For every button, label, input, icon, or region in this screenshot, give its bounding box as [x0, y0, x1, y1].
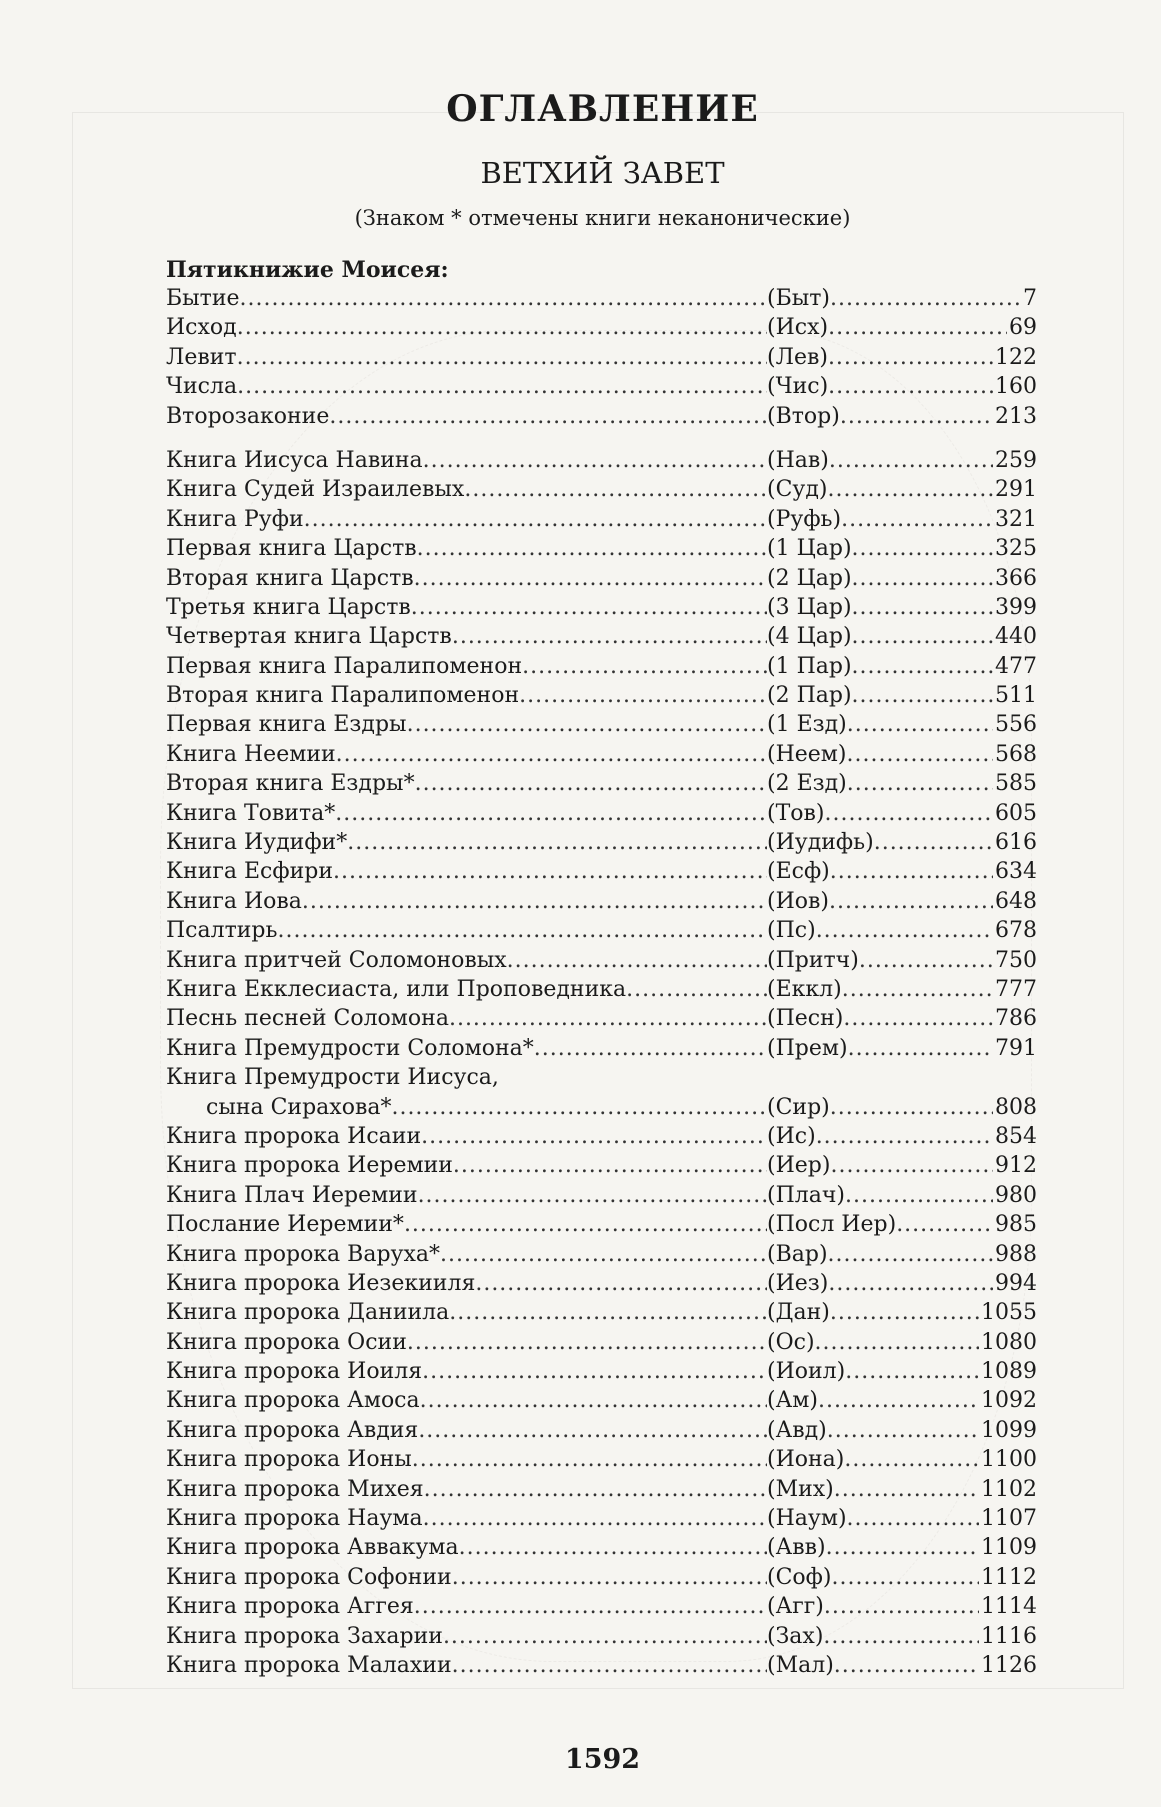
toc-entry-title: Левит: [166, 344, 237, 370]
toc-entry-title: Вторая книга Паралипоменон: [166, 683, 520, 709]
leader-dots: [417, 534, 767, 563]
toc-entry-title: Книга Иисуса Навина: [166, 447, 423, 473]
leader-dots: [335, 799, 767, 828]
toc-entry[interactable]: [166, 1181, 1037, 1210]
leader-dots: [626, 975, 767, 1004]
toc-entry-abbreviation: (Авв): [767, 1535, 826, 1561]
leader-dots: [240, 284, 767, 313]
toc-entry-page: 1099: [981, 1417, 1037, 1443]
toc-entry[interactable]: [166, 828, 1037, 857]
leader-dots: [828, 475, 994, 504]
leader-dots: [475, 1269, 767, 1298]
leader-dots: [302, 887, 767, 916]
leader-dots: [828, 1269, 993, 1298]
leader-dots: [452, 1651, 767, 1680]
toc-entry-title: Книга пророка Ионы: [166, 1447, 412, 1473]
toc-entry-page: 321: [995, 506, 1037, 532]
toc-entry-abbreviation: (Наум): [767, 1506, 847, 1532]
toc-entry-abbreviation: (Песн): [767, 1006, 844, 1032]
leader-dots: [507, 946, 767, 975]
toc-entry-page: 511: [995, 683, 1037, 709]
leader-dots: [452, 622, 767, 651]
leader-dots: [847, 769, 993, 798]
toc-entry[interactable]: [166, 593, 1037, 622]
toc-entry-abbreviation: (Ос): [767, 1329, 815, 1355]
leader-dots: [852, 622, 993, 651]
toc-entry-abbreviation: (Тов): [767, 800, 825, 826]
toc-entry-title: Бытие: [166, 286, 240, 311]
toc-entry-page: 1080: [981, 1329, 1037, 1355]
toc-entry-page: 616: [995, 830, 1037, 856]
toc-entry-title: Исход: [166, 315, 237, 341]
leader-dots: [852, 681, 993, 710]
toc-entry-title: Книга Екклесиаста, или Проповедника: [166, 976, 627, 1002]
leader-dots: [830, 1151, 993, 1180]
leader-dots: [828, 343, 993, 372]
toc-entry-page: 994: [995, 1270, 1037, 1296]
leader-dots: [823, 1622, 979, 1651]
toc-entry[interactable]: [166, 1328, 1037, 1357]
toc-entry[interactable]: [166, 1093, 1037, 1122]
toc-entry-abbreviation: (2 Пар): [767, 683, 852, 709]
toc-entry-page: 7: [1023, 286, 1037, 311]
toc-entry[interactable]: [166, 446, 1037, 475]
toc-entry-abbreviation: (Есф): [767, 859, 830, 885]
toc-entry[interactable]: [166, 534, 1037, 563]
toc-entry-abbreviation: (Прем): [767, 1035, 848, 1061]
toc-entry-abbreviation: (Плач): [767, 1182, 845, 1208]
toc-entry-title: Третья книга Царств: [166, 594, 411, 620]
toc-entry[interactable]: [166, 1151, 1037, 1180]
toc-entry[interactable]: [166, 916, 1037, 945]
leader-dots: [848, 1034, 993, 1063]
toc-entry-page: 605: [995, 800, 1037, 826]
toc-entry[interactable]: [166, 1592, 1037, 1621]
leader-dots: [237, 343, 767, 372]
leader-dots: [826, 1533, 979, 1562]
toc-entry-abbreviation: (Авд): [767, 1417, 827, 1443]
toc-entry-page: 854: [995, 1123, 1037, 1149]
toc-entry-abbreviation: (3 Цар): [767, 594, 852, 620]
leader-dots: [847, 710, 993, 739]
leader-dots: [443, 1622, 767, 1651]
toc-entry-abbreviation: (Сир): [767, 1094, 830, 1120]
toc-entry-title: Книга Неемии: [166, 741, 336, 767]
toc-entry-abbreviation: (Соф): [767, 1564, 832, 1590]
leader-dots: [424, 1475, 767, 1504]
toc-entry-title: Книга Плач Иеремии: [166, 1182, 418, 1208]
leader-dots: [828, 372, 993, 401]
toc-entry[interactable]: [166, 1240, 1037, 1269]
toc-entry-abbreviation: (Иер): [767, 1153, 831, 1179]
toc-entry-title: Книга пророка Осии: [166, 1329, 407, 1355]
toc-entry-abbreviation: (Ис): [767, 1123, 816, 1149]
toc-entry[interactable]: [166, 372, 1037, 401]
toc-entry-page: 160: [995, 374, 1037, 400]
toc-entry-page: 1100: [981, 1447, 1037, 1473]
toc-entry-abbreviation: (4 Цар): [767, 624, 852, 650]
leader-dots: [834, 1651, 979, 1680]
toc-entry-title: Книга Премудрости Соломона*: [166, 1035, 534, 1061]
leader-dots: [415, 769, 767, 798]
toc-entry-title: Книга Товита*: [166, 800, 336, 826]
toc-entry-page: 985: [995, 1212, 1037, 1238]
leader-dots: [843, 1004, 993, 1033]
toc-entry-abbreviation: (Иудифь): [767, 830, 874, 856]
toc-entry[interactable]: [166, 1122, 1037, 1151]
toc-entry-page: 366: [995, 565, 1037, 591]
toc-entry-title: Числа: [166, 374, 238, 400]
leader-dots: [827, 1416, 979, 1445]
page-title: ОГЛАВЛЕНИЕ: [446, 88, 759, 130]
toc-entry-page: 988: [995, 1241, 1037, 1267]
toc-entry[interactable]: [166, 740, 1037, 769]
leader-dots: [829, 446, 993, 475]
toc-entry[interactable]: [166, 1504, 1037, 1533]
toc-entry-abbreviation: (Мал): [767, 1652, 834, 1678]
toc-entry-abbreviation: (Суд): [767, 477, 828, 503]
toc-entry-title: Книга пророка Михея: [166, 1476, 424, 1502]
leader-dots: [834, 1475, 979, 1504]
leader-dots: [404, 1210, 767, 1239]
leader-dots: [347, 828, 767, 857]
toc-entry-abbreviation: (Дан): [767, 1300, 830, 1326]
toc-entry-page: 1055: [981, 1300, 1037, 1326]
leader-dots: [411, 593, 767, 622]
toc-entry-page: 648: [995, 888, 1037, 914]
toc-entry-abbreviation: (Еккл): [767, 976, 842, 1002]
toc-entry-title: Книга пророка Авдия: [166, 1417, 419, 1443]
toc-entry-page: 1114: [981, 1594, 1037, 1620]
leader-dots: [859, 946, 993, 975]
leader-dots: [237, 313, 767, 342]
toc-entry-abbreviation: (Агг): [767, 1594, 824, 1620]
toc-entry-abbreviation: (Нав): [767, 447, 829, 473]
toc-entry-title: Второзаконие: [166, 403, 330, 429]
toc-entry[interactable]: [166, 402, 1037, 431]
leader-dots: [829, 887, 993, 916]
toc-entry-abbreviation: (Неем): [767, 741, 847, 767]
leader-dots: [423, 446, 767, 475]
toc-entry-page: 1089: [981, 1359, 1037, 1385]
toc-entry[interactable]: [166, 564, 1037, 593]
toc-entry[interactable]: [166, 946, 1037, 975]
toc-entry-page: 1092: [981, 1388, 1037, 1414]
toc-entry[interactable]: [166, 975, 1037, 1004]
toc-entry-page: 1116: [981, 1623, 1037, 1649]
leader-dots: [828, 313, 1007, 342]
leader-dots: [329, 402, 767, 431]
toc-entry[interactable]: [166, 1034, 1037, 1063]
toc-entry-abbreviation: (Чис): [767, 374, 829, 400]
toc-entry-title: Книга пророка Амоса: [166, 1388, 420, 1414]
leader-dots: [519, 681, 767, 710]
toc-entry-title: Книга притчей Соломоновых: [166, 947, 507, 973]
toc-entry-title: Первая книга Ездры: [166, 712, 407, 738]
toc-entry-title: Книга пророка Исаии: [166, 1123, 422, 1149]
leader-dots: [824, 1592, 979, 1621]
leader-dots: [449, 1004, 767, 1033]
toc-entry[interactable]: [166, 710, 1037, 739]
toc-entry-abbreviation: (Иоил): [767, 1359, 846, 1385]
toc-entry-page: 291: [995, 477, 1037, 503]
leader-dots: [830, 1093, 993, 1122]
leader-dots: [452, 1563, 767, 1592]
leader-dots: [852, 564, 993, 593]
leader-dots: [412, 1445, 767, 1474]
toc-entry-title: Книга пророка Софонии: [166, 1564, 452, 1590]
leader-dots: [522, 652, 767, 681]
leader-dots: [840, 402, 993, 431]
toc-entry[interactable]: [166, 652, 1037, 681]
toc-entry-page: 325: [995, 536, 1037, 562]
leader-dots: [830, 284, 1021, 313]
toc-entry[interactable]: [166, 857, 1037, 886]
leader-dots: [896, 1210, 993, 1239]
toc-entry-page: 259: [995, 447, 1037, 473]
toc-entry[interactable]: [166, 1622, 1037, 1651]
toc-entry-abbreviation: (Притч): [767, 947, 859, 973]
leader-dots: [847, 1504, 979, 1533]
toc-entry-title: Песнь песней Соломона: [166, 1006, 449, 1032]
toc-entry-abbreviation: (Руфь): [767, 506, 842, 532]
toc-entry-title: Четвертая книга Царств: [166, 624, 452, 650]
toc-entry-page: 69: [1009, 315, 1037, 341]
toc-entry-page: 678: [995, 918, 1037, 944]
leader-dots: [333, 857, 767, 886]
toc-entry-abbreviation: (Ам): [767, 1388, 818, 1414]
toc-entry-abbreviation: (Быт): [767, 286, 831, 311]
toc-entry-page: 912: [995, 1153, 1037, 1179]
toc-entry-title: Книга пророка Иоиля: [166, 1359, 423, 1385]
toc-section-heading: Пятикнижие Моисея:: [166, 257, 449, 283]
toc-entry-page: 1109: [981, 1535, 1037, 1561]
toc-entry-title-line: [166, 1063, 1037, 1092]
leader-dots: [818, 1386, 979, 1415]
leader-dots: [453, 1151, 767, 1180]
toc-entry-abbreviation: (Втор): [767, 403, 840, 429]
toc-entry[interactable]: [166, 284, 1037, 313]
table-of-contents: [166, 256, 1037, 1680]
toc-entry-title: Книга пророка Аввакума: [166, 1535, 459, 1561]
leader-dots: [391, 1093, 767, 1122]
leader-dots: [336, 740, 767, 769]
leader-dots: [852, 652, 993, 681]
leader-dots: [464, 475, 767, 504]
toc-entry-page: 750: [995, 947, 1037, 973]
leader-dots: [407, 1328, 767, 1357]
toc-entry-title: Книга пророка Иезекииля: [166, 1270, 476, 1296]
toc-entry[interactable]: [166, 475, 1037, 504]
toc-entry-abbreviation: (Посл Иер): [767, 1212, 897, 1238]
toc-entry[interactable]: [166, 1210, 1037, 1239]
toc-entry-abbreviation: (2 Езд): [767, 771, 847, 797]
toc-entry[interactable]: [166, 1357, 1037, 1386]
toc-entry-abbreviation: (Лев): [767, 344, 828, 370]
leader-dots: [815, 1328, 979, 1357]
canon-note: (Знаком * отмечены книги неканонические): [354, 206, 851, 230]
toc-entry-title: Книга Есфири: [166, 859, 333, 885]
toc-entry-title: Книга Судей Израилевых: [166, 477, 465, 503]
leader-dots: [418, 1416, 767, 1445]
toc-entry[interactable]: [166, 622, 1037, 651]
toc-entry-abbreviation: (Мих): [767, 1476, 834, 1502]
leader-dots: [852, 593, 993, 622]
toc-entry-title: Книга пророка Захарии: [166, 1623, 443, 1649]
toc-entry[interactable]: [166, 769, 1037, 798]
toc-entry-page: 122: [995, 344, 1037, 370]
toc-entry-title: Послание Иеремии*: [166, 1212, 404, 1238]
toc-entry[interactable]: [166, 1298, 1037, 1327]
toc-entry-title: сына Сирахова*: [206, 1094, 392, 1120]
toc-entry-page: 1102: [981, 1476, 1037, 1502]
toc-entry-page: 1126: [981, 1652, 1037, 1678]
toc-entry-title: Книга Иудифи*: [166, 830, 348, 856]
leader-dots: [278, 916, 768, 945]
toc-entry[interactable]: [166, 1269, 1037, 1298]
toc-entry-abbreviation: (1 Пар): [767, 653, 852, 679]
toc-entry[interactable]: [166, 681, 1037, 710]
toc-entry[interactable]: [166, 1004, 1037, 1033]
toc-entry-title: Вторая книга Ездры*: [166, 771, 415, 797]
leader-dots: [414, 564, 767, 593]
toc-entry-page: 585: [995, 771, 1037, 797]
leader-dots: [440, 1240, 767, 1269]
leader-dots: [874, 828, 993, 857]
toc-entry-abbreviation: (Иез): [767, 1270, 829, 1296]
toc-entry[interactable]: [166, 1475, 1037, 1504]
leader-dots: [418, 1181, 767, 1210]
toc-entry-abbreviation: (Иов): [767, 888, 829, 914]
leader-dots: [816, 1122, 993, 1151]
toc-entry-page: 808: [995, 1094, 1037, 1120]
toc-entry-title: Книга Иова: [166, 888, 302, 914]
toc-entry-title: Книга Премудрости Иисуса,: [166, 1065, 499, 1091]
leader-dots: [534, 1034, 767, 1063]
leader-dots: [824, 799, 993, 828]
toc-entry-page: 440: [995, 624, 1037, 650]
toc-entry-page: 786: [995, 1006, 1037, 1032]
toc-entry-abbreviation: (1 Езд): [767, 712, 847, 738]
toc-entry-title: Книга Руфи: [166, 506, 304, 532]
toc-entry-abbreviation: (Исх): [767, 315, 829, 341]
leader-dots: [830, 1298, 979, 1327]
toc-entry-title: Книга пророка Варуха*: [166, 1241, 441, 1267]
leader-dots: [841, 505, 993, 534]
toc-entry-title: Вторая книга Царств: [166, 565, 414, 591]
leader-dots: [828, 1240, 993, 1269]
toc-entry-page: 399: [995, 594, 1037, 620]
toc-entry-abbreviation: (Пс): [767, 918, 816, 944]
leader-dots: [423, 1504, 767, 1533]
leader-dots: [421, 1122, 767, 1151]
leader-dots: [845, 1181, 993, 1210]
toc-entry-page: 1112: [981, 1564, 1037, 1590]
toc-entry-abbreviation: (1 Цар): [767, 536, 852, 562]
leader-dots: [831, 1563, 979, 1592]
page-number: 1592: [564, 1744, 641, 1775]
toc-entry[interactable]: [166, 343, 1037, 372]
toc-entry-page: 1107: [981, 1506, 1037, 1532]
section-title: ВЕТХИЙ ЗАВЕТ: [480, 156, 725, 190]
toc-entry-title: Книга пророка Аггея: [166, 1594, 414, 1620]
toc-entry-page: 791: [995, 1035, 1037, 1061]
toc-entry-page: 634: [995, 859, 1037, 885]
toc-entry[interactable]: [166, 505, 1037, 534]
leader-dots: [420, 1386, 767, 1415]
toc-entry[interactable]: [166, 1416, 1037, 1445]
leader-dots: [844, 1445, 979, 1474]
toc-entry[interactable]: [166, 1651, 1037, 1680]
toc-entry-abbreviation: (2 Цар): [767, 565, 852, 591]
toc-entry[interactable]: [166, 1445, 1037, 1474]
toc-entry-page: 980: [995, 1182, 1037, 1208]
toc-entry[interactable]: [166, 313, 1037, 342]
toc-entry-abbreviation: (Зах): [767, 1623, 824, 1649]
toc-entry-title: Первая книга Паралипоменон: [166, 653, 523, 679]
leader-dots: [830, 857, 993, 886]
leader-dots: [449, 1298, 767, 1327]
toc-entry-page: 556: [995, 712, 1037, 738]
toc-entry-title: Книга пророка Иеремии: [166, 1153, 453, 1179]
leader-dots: [304, 505, 767, 534]
toc-entry[interactable]: [166, 799, 1037, 828]
toc-entry[interactable]: [166, 1563, 1037, 1592]
toc-entry[interactable]: [166, 1386, 1037, 1415]
leader-dots: [459, 1533, 767, 1562]
toc-entry[interactable]: [166, 887, 1037, 916]
toc-entry-title: Книга пророка Даниила: [166, 1300, 450, 1326]
toc-entry-page: 777: [995, 976, 1037, 1002]
leader-dots: [847, 740, 993, 769]
toc-entry[interactable]: [166, 1533, 1037, 1562]
leader-dots: [237, 372, 767, 401]
toc-entry-title: Псалтирь: [166, 918, 278, 944]
leader-dots: [842, 975, 993, 1004]
leader-dots: [414, 1592, 767, 1621]
toc-entry-abbreviation: (Вар): [767, 1241, 828, 1267]
toc-entry-page: 213: [995, 403, 1037, 429]
toc-entry-abbreviation: (Иона): [767, 1447, 845, 1473]
leader-dots: [845, 1357, 979, 1386]
toc-entry-title: Книга пророка Наума: [166, 1506, 423, 1532]
toc-entry-title: Первая книга Царств: [166, 536, 417, 562]
toc-entry-title: Книга пророка Малахии: [166, 1652, 452, 1678]
leader-dots: [407, 710, 767, 739]
leader-dots: [422, 1357, 767, 1386]
leader-dots: [852, 534, 993, 563]
leader-dots: [816, 916, 993, 945]
toc-entry-page: 477: [995, 653, 1037, 679]
toc-entry-page: 568: [995, 741, 1037, 767]
